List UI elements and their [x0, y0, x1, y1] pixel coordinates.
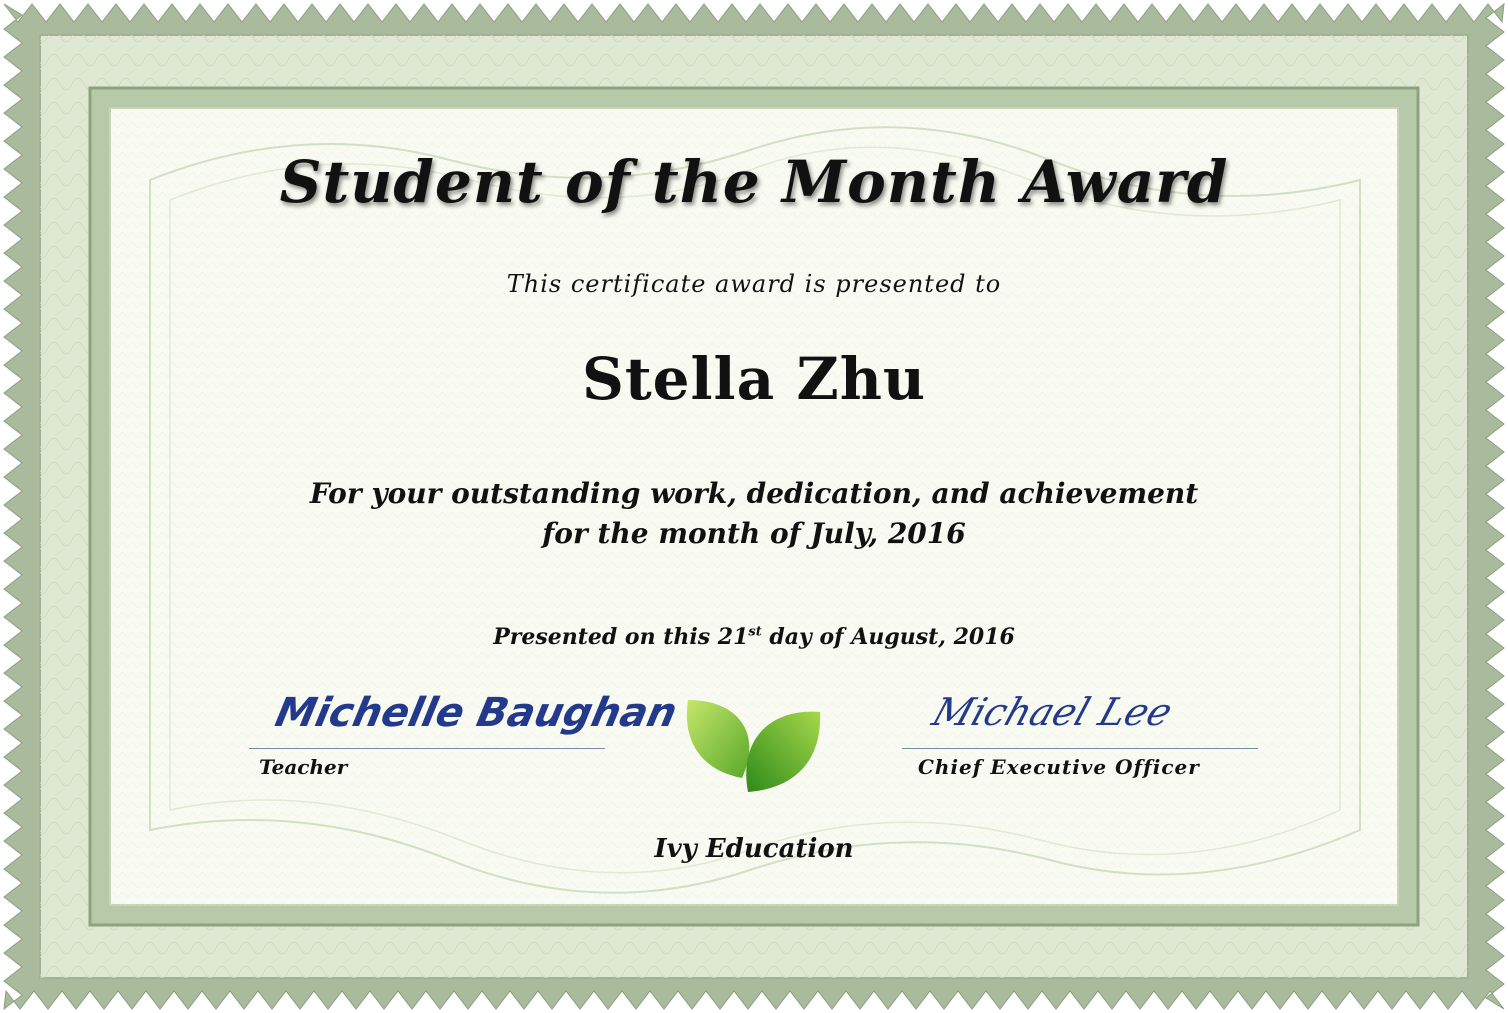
presented-date: [0, 624, 1508, 650]
certificate-title: Student of the Month Award: [279, 148, 1229, 216]
presented-to-text: This certificate award is presented to: [506, 270, 1002, 298]
two-leaves-logo-icon: [680, 690, 830, 800]
presented-prefix: Presented on this 21: [493, 624, 749, 650]
ceo-signature-line: [902, 748, 1258, 749]
presented-suffix: day of August, 2016: [761, 624, 1015, 650]
organization-name: Ivy Education: [654, 834, 854, 864]
recipient-name: Stella Zhu: [581, 345, 927, 413]
award-reason-line-2: for the month of July, 2016: [542, 517, 966, 550]
teacher-role: Teacher: [259, 755, 348, 779]
teacher-signature: Michelle Baughan: [271, 690, 682, 736]
ceo-signature-block: [902, 690, 1258, 779]
teacher-signature-block: [249, 690, 682, 779]
ceo-role: Chief Executive Officer: [918, 755, 1200, 779]
award-reason: [0, 474, 1508, 554]
award-reason-line-1: For your outstanding work, dedication, and achievement: [309, 477, 1199, 510]
teacher-signature-line: [249, 748, 605, 749]
ceo-signature: Michael Lee: [927, 690, 1178, 734]
presented-ordinal: st: [748, 624, 762, 640]
